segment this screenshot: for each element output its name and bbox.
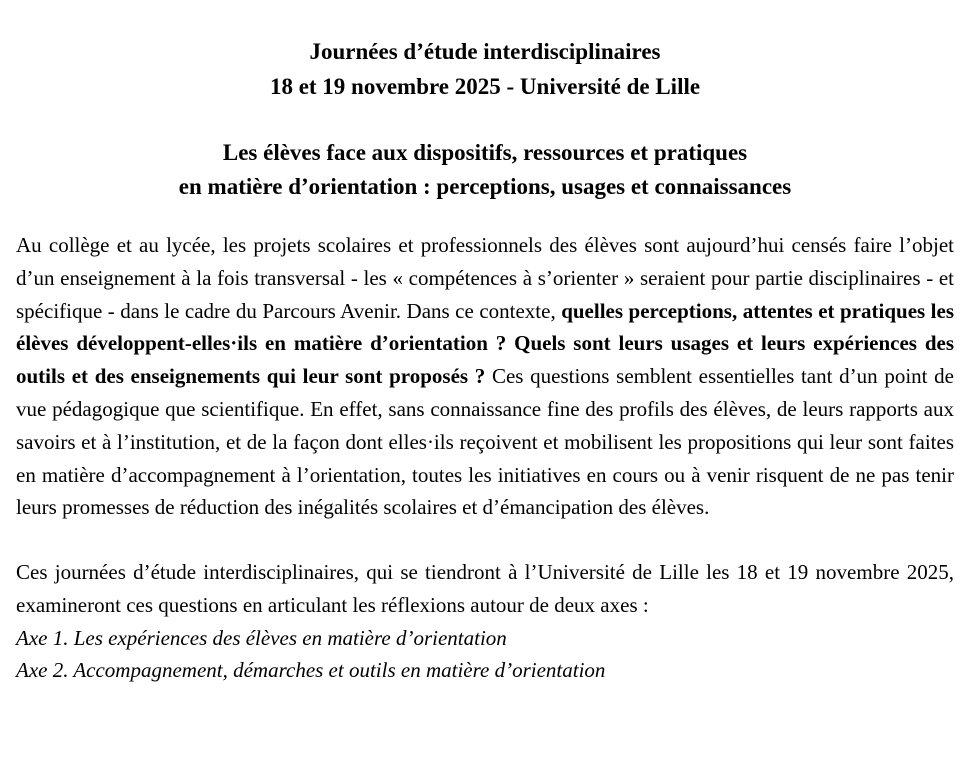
- axis-item-2: Axe 2. Accompagnement, démarches et outils en matière d’orientation: [16, 658, 606, 683]
- axes-intro-paragraph: Ces journées d’étude interdisciplinaires, qui se tiendront à l’Université de Lille les 18 et 19 novembre 2025, examineront ces questions en articulant les réflexions autour de deux axes :: [16, 560, 954, 617]
- event-header-date-location: 18 et 19 novembre 2025 - Université de Lille: [269, 74, 701, 99]
- document-title: [16, 136, 954, 204]
- research-questions: quelles perceptions, attentes et pratiques les élèves développent-elles·ils en matière d’orientation ? Quels sont leurs usages et leurs expériences des outils et des enseignements qui leur sont proposés ?: [16, 298, 955, 389]
- context-paragraph: [16, 229, 954, 524]
- event-header-title: Journées d’étude interdisciplinaires: [309, 39, 661, 64]
- context-intro-text: Au collège et au lycée, les projets scolaires et professionnels des élèves sont aujourd’hui censés faire l’objet d’un enseignement à la fois transversal - les « compétences à s’orienter » seraient pour partie disciplinaires - et spécifique - dans le cadre du Parcours Avenir. Dans ce contexte,: [16, 233, 954, 323]
- document-title-line-1: Les élèves face aux dispositifs, ressources et pratiques: [222, 140, 748, 165]
- axis-item-1: Axe 1. Les expériences des élèves en matière d’orientation: [16, 625, 507, 650]
- context-rest-text: Ces questions semblent essentielles tant d’un point de vue pédagogique que scientifique. En effet, sans connaissance fine des profils des élèves, de leurs rapports aux savoirs et à l’institution, et de la façon dont elles·ils reçoivent et mobilisent les propositions qui leur sont faites en matière d’accompagnement à l’orientation, toutes les initiatives en cours ou à venir risquent de ne pas tenir leurs promesses de réduction des inégalités scolaires et d’émancipation des élèves.: [16, 364, 954, 520]
- document-title-line-2: en matière d’orientation : perceptions, usages et connaissances: [178, 174, 792, 199]
- event-header: [16, 34, 954, 104]
